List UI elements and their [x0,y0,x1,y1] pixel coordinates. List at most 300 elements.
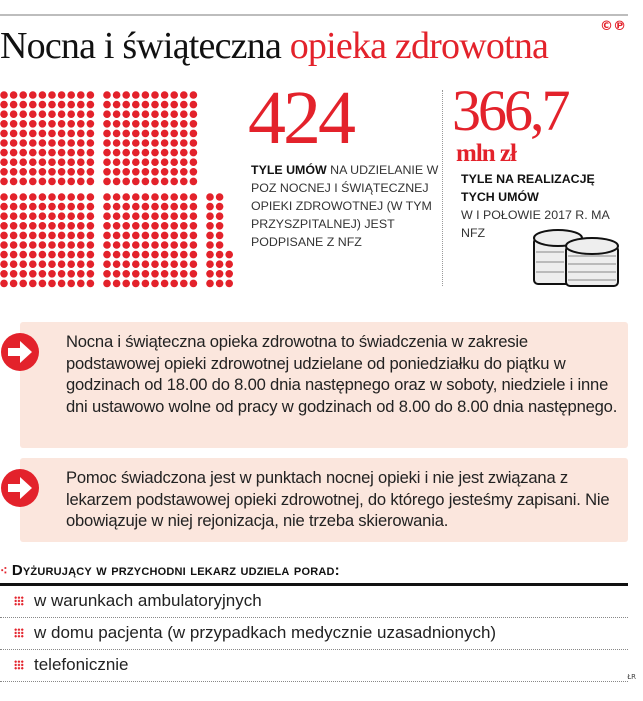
contract-dot [58,203,66,211]
contract-dot [19,260,27,268]
contract-dot [122,168,130,176]
contract-dot [113,193,121,201]
contract-dot [10,212,18,220]
contract-dot [39,178,47,186]
contract-dot [132,203,140,211]
contract-dot [132,139,140,147]
contract-dot [19,241,27,249]
contract-dot [206,193,214,201]
contract-dot [190,120,198,128]
contract-dot [87,168,95,176]
contract-dot [161,91,169,99]
contract-dot [77,178,85,186]
contract-dot [113,270,121,278]
contract-dot [103,251,111,259]
copyright-mark: ©℗ [600,19,626,34]
contract-dot [48,158,56,166]
contract-dot [190,139,198,147]
contract-dot [19,251,27,259]
contract-dot [48,149,56,157]
contract-dot [170,130,178,138]
contract-dot [19,110,27,118]
contract-dot [10,101,18,109]
contract-dot [103,260,111,268]
contract-dot [0,149,8,157]
contract-dot [10,251,18,259]
contract-dot [0,158,8,166]
contract-dot [67,158,75,166]
contract-dot [58,120,66,128]
contract-dot [142,241,150,249]
contract-dot [180,101,188,109]
contract-dot [10,149,18,157]
contract-dot [206,232,214,240]
contract-dot [0,241,8,249]
contract-dot [190,110,198,118]
contract-dot [161,232,169,240]
list-item [0,586,628,618]
contract-dot [142,168,150,176]
lower-section [0,322,636,682]
contract-dot [0,130,8,138]
contract-dot [0,139,8,147]
contract-dot [180,178,188,186]
contract-dot [87,251,95,259]
contract-dot [113,232,121,240]
contract-dot [67,193,75,201]
contract-dot [122,222,130,230]
contract-dot [29,168,37,176]
contract-dot [161,120,169,128]
contract-dot [87,91,95,99]
contract-dot [10,222,18,230]
contract-dot [132,110,140,118]
dot-bullet-icon [14,660,24,670]
contract-dot [151,139,159,147]
contract-dot [132,241,140,249]
contract-dot [122,158,130,166]
contract-dot [142,139,150,147]
contract-dot [103,130,111,138]
contract-dot [170,241,178,249]
contract-dot [180,232,188,240]
contracts-count: 424 [248,76,353,160]
contract-dot [10,203,18,211]
contract-dot [87,101,95,109]
info-text-1: Nocna i świąteczna opieka zdrowotna to świadczenia w zakresie podstawowej opieki zdrowotnej udzielane od poniedziałku do piątku w godzinach od 18.00 do 8.00 dnia następnego oraz w soboty, niedziele i inne dni ustawowo wolne od pracy w godzinach od 8.00 do 8.00 dnia następnego. [66,332,618,416]
contract-dot [113,120,121,128]
contract-dot [190,149,198,157]
contract-dot [39,193,47,201]
contract-dot [170,101,178,109]
contract-dot [67,149,75,157]
contract-dot [29,178,37,186]
contract-dot [0,232,8,240]
contract-dot [132,222,140,230]
contract-dot [67,251,75,259]
contracts-dot-chart [0,91,240,291]
coins-icon [530,226,626,292]
contract-dot [216,232,224,240]
contract-dot [10,178,18,186]
contract-dot [77,130,85,138]
contract-dot [113,251,121,259]
contract-dot [48,212,56,220]
contract-dot [170,251,178,259]
contract-dot [39,222,47,230]
contract-dot [190,232,198,240]
contract-dot [87,130,95,138]
contract-dot [58,178,66,186]
contract-dot [180,251,188,259]
contract-dot [103,120,111,128]
contract-dot [29,158,37,166]
contract-dot [67,178,75,186]
contract-dot [58,139,66,147]
contract-dot [48,168,56,176]
contract-dot [113,203,121,211]
contract-dot [103,280,111,288]
contract-dot [0,168,8,176]
contract-dot [39,212,47,220]
contract-dot [67,101,75,109]
contract-dot [77,168,85,176]
contract-dot [58,232,66,240]
contract-dot [161,241,169,249]
arrow-right-icon [0,468,40,508]
contract-dot [170,91,178,99]
contract-dot [77,222,85,230]
contract-dot [180,193,188,201]
contract-dot [161,193,169,201]
contract-dot [161,260,169,268]
contract-dot [19,101,27,109]
contract-dot [103,158,111,166]
contract-dot [67,270,75,278]
contract-dot [103,222,111,230]
contract-dot [180,241,188,249]
contract-dot [77,193,85,201]
contract-dot [151,251,159,259]
contract-dot [113,101,121,109]
contract-dot [29,251,37,259]
contract-dot [39,139,47,147]
stat-divider [442,90,443,286]
contract-dot [190,178,198,186]
contract-dot [67,212,75,220]
contract-dot [216,280,224,288]
contract-dot [103,91,111,99]
contract-dot [87,110,95,118]
contract-dot [39,168,47,176]
contract-dot [206,222,214,230]
contract-dot [87,280,95,288]
contract-dot [39,91,47,99]
contract-dot [206,241,214,249]
contract-dot [216,212,224,220]
contract-dot [19,193,27,201]
contract-dot [67,110,75,118]
contract-dot [87,241,95,249]
contract-dot [206,260,214,268]
contract-dot [170,149,178,157]
contract-dot [58,212,66,220]
contract-dot [48,260,56,268]
contract-dot [132,251,140,259]
contract-dot [39,158,47,166]
contract-dot [19,168,27,176]
contract-dot [170,120,178,128]
contract-dot [170,139,178,147]
contract-dot [48,193,56,201]
contract-dot [103,241,111,249]
contract-dot [58,280,66,288]
contract-dot [216,193,224,201]
contract-dot [29,120,37,128]
contract-dot [151,260,159,268]
contract-dot [151,280,159,288]
contract-dot [29,110,37,118]
contract-dot [67,168,75,176]
contract-dot [48,120,56,128]
contract-dot [142,251,150,259]
list-heading-text: Dyżurujący w przychodni lekarz udziela porad: [11,562,340,579]
contract-dot [48,241,56,249]
contract-dot [190,251,198,259]
contract-dot [39,232,47,240]
contract-dot [29,222,37,230]
contract-dot [39,241,47,249]
contract-dot [132,232,140,240]
contract-dot [180,139,188,147]
contract-dot [87,270,95,278]
contract-dot [190,222,198,230]
contract-dot [87,149,95,157]
contract-dot [103,212,111,220]
contract-dot [132,270,140,278]
contract-dot [132,212,140,220]
contract-dot [161,203,169,211]
contract-dot [132,178,140,186]
contract-dot [151,232,159,240]
info-box-2 [20,458,628,542]
dots-marker-icon: ⁖ [0,563,8,578]
contract-dot [87,260,95,268]
contract-dot [77,232,85,240]
contract-dot [29,280,37,288]
contract-dot [10,130,18,138]
contract-dot [190,158,198,166]
contract-dot [225,280,233,288]
contract-dot [19,232,27,240]
info-text-2: Pomoc świadczona jest w punktach nocnej opieki i nie jest związana z lekarzem podstawowej opieki zdrowotnej, do którego jesteśmy zapisani. Nie obowiązuje w niej rejonizacja, nie trzeba skierowania. [66,468,610,530]
contract-dot [103,203,111,211]
contract-dot [19,178,27,186]
contract-dot [190,130,198,138]
contract-dot [77,158,85,166]
contract-dot [19,149,27,157]
contract-dot [151,101,159,109]
contract-dot [180,130,188,138]
contract-dot [122,193,130,201]
contract-dot [142,212,150,220]
contract-dot [87,120,95,128]
contract-dot [29,91,37,99]
contract-dot [151,149,159,157]
contract-dot [19,270,27,278]
contract-dot [161,280,169,288]
contract-dot [151,270,159,278]
contract-dot [29,260,37,268]
contracts-description [251,161,441,251]
contract-dot [0,270,8,278]
info-box-1 [20,322,628,448]
contract-dot [190,260,198,268]
title-red: opieka zdrowotna [289,25,549,67]
contract-dot [48,203,56,211]
contract-dot [87,158,95,166]
contract-dot [39,110,47,118]
contract-dot [142,270,150,278]
contract-dot [113,222,121,230]
list-item-text: telefonicznie [34,655,129,674]
contract-dot [170,193,178,201]
contract-dot [151,193,159,201]
contract-dot [132,101,140,109]
contract-dot [142,232,150,240]
contract-dot [0,280,8,288]
contract-dot [0,120,8,128]
contract-dot [10,270,18,278]
contract-dot [87,232,95,240]
contract-dot [113,260,121,268]
contract-dot [48,222,56,230]
contract-dot [103,178,111,186]
contract-dot [170,158,178,166]
contract-dot [48,270,56,278]
contract-dot [58,149,66,157]
contract-dot [103,270,111,278]
contract-dot [151,120,159,128]
contract-dot [77,280,85,288]
contract-dot [10,232,18,240]
contract-dot [39,260,47,268]
contract-dot [161,168,169,176]
author-signature: ŁR [627,673,636,681]
contract-dot [122,101,130,109]
contract-dot [58,193,66,201]
contract-dot [19,203,27,211]
contract-dot [180,91,188,99]
contract-dot [142,120,150,128]
contract-dot [122,212,130,220]
contract-dot [10,110,18,118]
contract-dot [225,251,233,259]
arrow-right-icon [0,332,40,372]
contract-dot [206,251,214,259]
contract-dot [39,149,47,157]
contract-dot [39,270,47,278]
contract-dot [58,241,66,249]
contract-dot [122,241,130,249]
contract-dot [132,193,140,201]
contract-dot [132,120,140,128]
contract-dot [113,110,121,118]
contract-dot [113,149,121,157]
contract-dot [39,130,47,138]
contract-dot [58,91,66,99]
contract-dot [180,203,188,211]
contract-dot [161,251,169,259]
contract-dot [132,280,140,288]
contract-dot [19,120,27,128]
contract-dot [48,280,56,288]
contract-dot [19,130,27,138]
contract-dot [170,203,178,211]
contract-dot [113,168,121,176]
contract-dot [216,203,224,211]
contract-dot [0,222,8,230]
contract-dot [19,158,27,166]
contract-dot [77,212,85,220]
contract-dot [77,110,85,118]
contract-dot [122,260,130,268]
contract-dot [151,212,159,220]
contract-dot [122,149,130,157]
contract-dot [67,120,75,128]
contract-dot [48,130,56,138]
contract-dot [87,139,95,147]
funding-desc-text: W I POŁOWIE 2017 R. MA NFZ [461,208,610,240]
list-item [0,618,628,650]
contract-dot [190,91,198,99]
contract-dot [142,178,150,186]
contract-dot [87,203,95,211]
contract-dot [29,241,37,249]
contracts-desc-text: NA UDZIELANIE W POZ NOCNEJ I ŚWIĄTECZNEJ OPIEKI ZDROWOTNEJ (W TYM PRZYSZPITALNEJ) JEST PODPISANE Z NFZ [251,163,439,249]
page-title [0,26,548,68]
contract-dot [161,110,169,118]
contract-dot [87,212,95,220]
contract-dot [58,168,66,176]
contract-dot [29,130,37,138]
title-black: Nocna i świąteczna [0,25,282,67]
contract-dot [29,149,37,157]
contract-dot [151,91,159,99]
contract-dot [48,178,56,186]
contract-dot [58,101,66,109]
contract-dot [39,251,47,259]
contract-dot [58,158,66,166]
contract-dot [10,168,18,176]
contract-dot [39,203,47,211]
contract-dot [151,110,159,118]
contract-dot [122,130,130,138]
contract-dot [0,110,8,118]
contract-dot [190,193,198,201]
contract-dot [48,101,56,109]
contract-dot [29,203,37,211]
contract-dot [216,251,224,259]
contract-dot [206,203,214,211]
contract-dot [122,120,130,128]
contract-dot [170,232,178,240]
contract-dot [170,280,178,288]
list-heading [0,562,628,586]
contract-dot [190,270,198,278]
contract-dot [151,178,159,186]
contract-dot [161,149,169,157]
